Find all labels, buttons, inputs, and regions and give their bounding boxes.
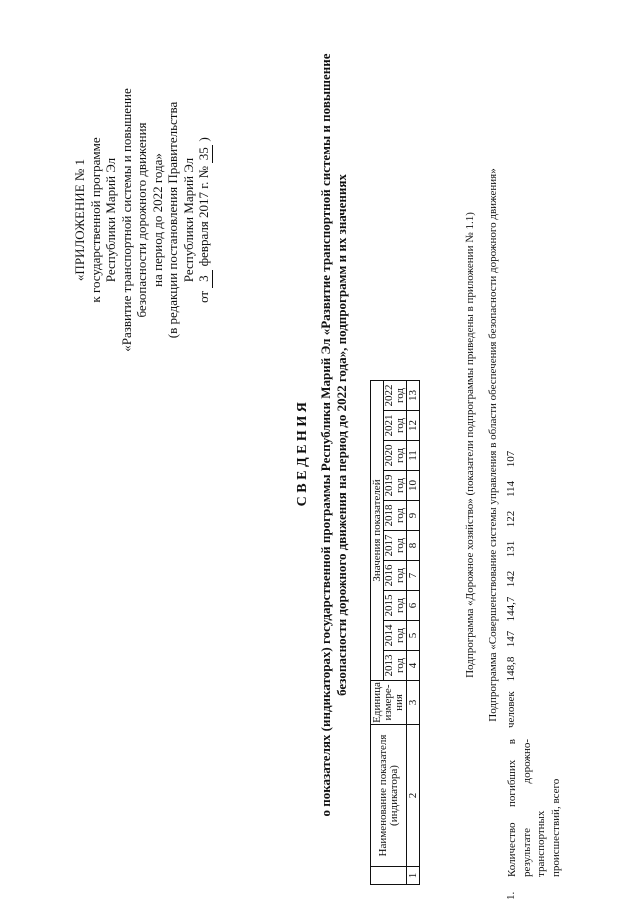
column-number: 12	[407, 411, 420, 441]
date-day: 3	[196, 270, 213, 288]
appendix-line: на период до 2022 года»	[149, 153, 165, 287]
row-indicator-name: Количество погибших в результате дорожно-транспортных происшествий, всего	[506, 739, 562, 877]
table-column-numbers-row	[407, 381, 420, 885]
document-title: СВЕДЕНИЯ	[295, 398, 310, 507]
column-number: 3	[407, 681, 420, 725]
row-value: 131	[505, 540, 517, 558]
column-number: 8	[407, 531, 420, 561]
appendix-line: «Развитие транспортной системы и повышение	[118, 88, 134, 352]
row-value: 107	[505, 450, 517, 468]
appendix-line: «ПРИЛОЖЕНИЕ № 1	[72, 158, 87, 282]
column-number: 13	[407, 381, 420, 411]
appendix-line: Республики Марий Эл	[103, 157, 118, 283]
date-prefix: от	[196, 290, 211, 303]
appendix-line: (в редакции постановления Правительства	[165, 101, 180, 339]
appendix-date-line	[196, 55, 213, 385]
appendix-line: безопасности дорожного движения	[134, 122, 149, 318]
header-year: 2017 год	[384, 531, 407, 561]
subprogram-safety-management: Подпрограмма «Совершенствование системы управления в области обеспечения безопасности дорожного движения»	[487, 168, 499, 722]
date-close: )	[196, 137, 211, 142]
header-values-group: Значения показателей	[371, 381, 384, 681]
row-value: 122	[505, 510, 517, 528]
column-number: 5	[407, 621, 420, 651]
header-year: 2013 год	[384, 651, 407, 681]
header-year: 2020 год	[384, 441, 407, 471]
row-value: 144,7	[505, 596, 517, 622]
row-value: 147	[505, 630, 517, 648]
header-empty-cell	[371, 867, 407, 885]
header-year: 2014 год	[384, 621, 407, 651]
header-indicator-name: Наименование показателя (индикатора)	[371, 725, 407, 867]
column-number: 9	[407, 501, 420, 531]
table-header-row-top	[371, 381, 384, 885]
appendix-block	[72, 55, 213, 385]
column-number: 11	[407, 441, 420, 471]
column-number: 2	[407, 725, 420, 867]
column-number: 4	[407, 651, 420, 681]
column-number: 1	[407, 867, 420, 885]
header-unit: Единица измере- ния	[371, 682, 405, 723]
header-year: 2018 год	[384, 501, 407, 531]
indicators-table	[370, 380, 420, 885]
document-subtitle: о показателях (индикаторах) государственной программы Республики Марий Эл «Развитие транспортной системы и повышение безопасности дорожного движения на период до 2022 года», подпрограмм и их значениях	[318, 53, 349, 817]
row-unit: человек	[505, 691, 517, 728]
row-number: 1.	[505, 891, 517, 900]
subprogram-road-economy: Подпрограмма «Дорожное хозяйство» (показатели подпрограммы приведены в приложении № 1.1)	[464, 212, 476, 678]
row-value: 148,8	[505, 656, 517, 682]
appendix-line: Республики Марий Эл	[180, 157, 196, 283]
column-number: 10	[407, 471, 420, 501]
doc-number: 35	[196, 145, 213, 163]
appendix-line: к государственной программе	[87, 137, 103, 303]
header-year: 2021 год	[384, 411, 407, 441]
row-value: 142	[505, 570, 517, 588]
row-value: 114	[505, 480, 517, 498]
column-number: 7	[407, 561, 420, 591]
header-year: 2015 год	[384, 591, 407, 621]
header-year: 2022 год	[384, 381, 407, 411]
header-year: 2016 год	[384, 561, 407, 591]
header-year: 2019 год	[384, 471, 407, 501]
date-rest: февраля 2017 г. №	[196, 165, 211, 267]
column-number: 6	[407, 591, 420, 621]
